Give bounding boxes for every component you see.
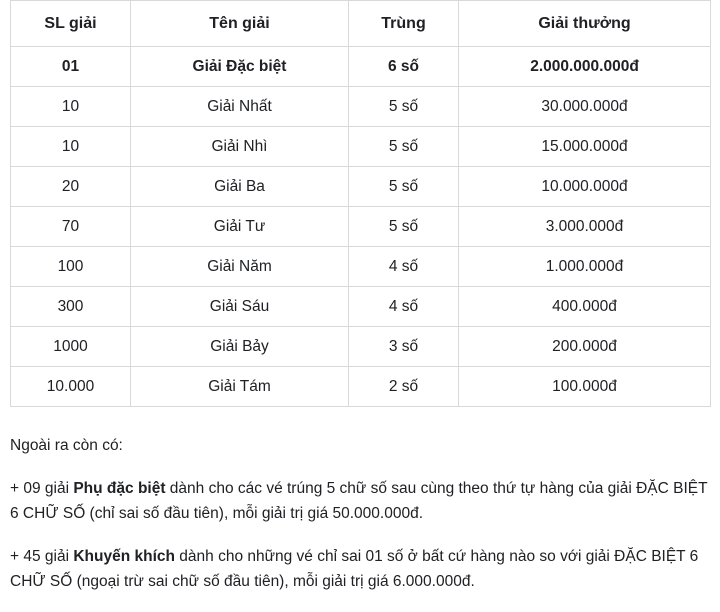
table-body (11, 47, 711, 407)
note-item-special (10, 476, 710, 544)
note-prefix: + 09 giải (10, 480, 74, 497)
cell-match: 3 số (349, 327, 459, 367)
cell-count: 10.000 (11, 367, 131, 407)
cell-name: Giải Năm (131, 247, 349, 287)
note-prefix: + 45 giải (10, 548, 74, 565)
cell-name: Giải Nhì (131, 127, 349, 167)
table-row (11, 87, 711, 127)
cell-name: Giải Tư (131, 207, 349, 247)
cell-match: 6 số (349, 47, 459, 87)
table-row (11, 287, 711, 327)
cell-prize: 10.000.000đ (459, 167, 711, 207)
table-row (11, 47, 711, 87)
cell-count: 20 (11, 167, 131, 207)
note-suffix: dành cho những vé chỉ sai 01 số ở bất cứ hàng nào so với giải ĐẶC BIỆT 6 CHỮ SỐ (ngoại trừ sai chữ số đầu tiên), mỗi giải trị giá 6.000.000đ. (10, 548, 699, 590)
cell-match: 5 số (349, 127, 459, 167)
cell-count: 10 (11, 87, 131, 127)
notes-intro: Ngoài ra còn có: (10, 437, 123, 454)
table-row (11, 167, 711, 207)
cell-match: 4 số (349, 287, 459, 327)
note-suffix: dành cho các vé trúng 5 chữ số sau cùng theo thứ tự hàng của giải ĐẶC BIỆT 6 CHỮ SỐ (chỉ sai số đầu tiên), mỗi giải trị giá 50.000.000đ. (10, 480, 708, 522)
cell-name: Giải Đặc biệt (131, 47, 349, 87)
cell-match: 5 số (349, 87, 459, 127)
cell-name: Giải Tám (131, 367, 349, 407)
table-header-row (11, 1, 711, 47)
notes-section (0, 407, 720, 612)
cell-match: 2 số (349, 367, 459, 407)
cell-prize: 15.000.000đ (459, 127, 711, 167)
column-header-match: Trùng (349, 1, 459, 47)
cell-count: 1000 (11, 327, 131, 367)
note-item-consolation (10, 544, 710, 612)
table-row (11, 127, 711, 167)
note-bold: Phụ đặc biệt (73, 480, 166, 497)
cell-match: 5 số (349, 167, 459, 207)
cell-name: Giải Ba (131, 167, 349, 207)
cell-prize: 100.000đ (459, 367, 711, 407)
table-row (11, 247, 711, 287)
note-bold: Khuyến khích (73, 548, 175, 565)
cell-name: Giải Nhất (131, 87, 349, 127)
cell-count: 100 (11, 247, 131, 287)
cell-prize: 400.000đ (459, 287, 711, 327)
cell-prize: 2.000.000.000đ (459, 47, 711, 87)
cell-count: 10 (11, 127, 131, 167)
cell-count: 300 (11, 287, 131, 327)
cell-match: 4 số (349, 247, 459, 287)
cell-prize: 1.000.000đ (459, 247, 711, 287)
cell-name: Giải Bảy (131, 327, 349, 367)
cell-prize: 200.000đ (459, 327, 711, 367)
cell-prize: 30.000.000đ (459, 87, 711, 127)
table-row (11, 367, 711, 407)
cell-prize: 3.000.000đ (459, 207, 711, 247)
prize-table (10, 0, 711, 407)
cell-match: 5 số (349, 207, 459, 247)
cell-name: Giải Sáu (131, 287, 349, 327)
table-header (11, 1, 711, 47)
column-header-name: Tên giải (131, 1, 349, 47)
table-row (11, 207, 711, 247)
cell-count: 01 (11, 47, 131, 87)
table-row (11, 327, 711, 367)
column-header-count: SL giải (11, 1, 131, 47)
cell-count: 70 (11, 207, 131, 247)
column-header-prize: Giải thưởng (459, 1, 711, 47)
